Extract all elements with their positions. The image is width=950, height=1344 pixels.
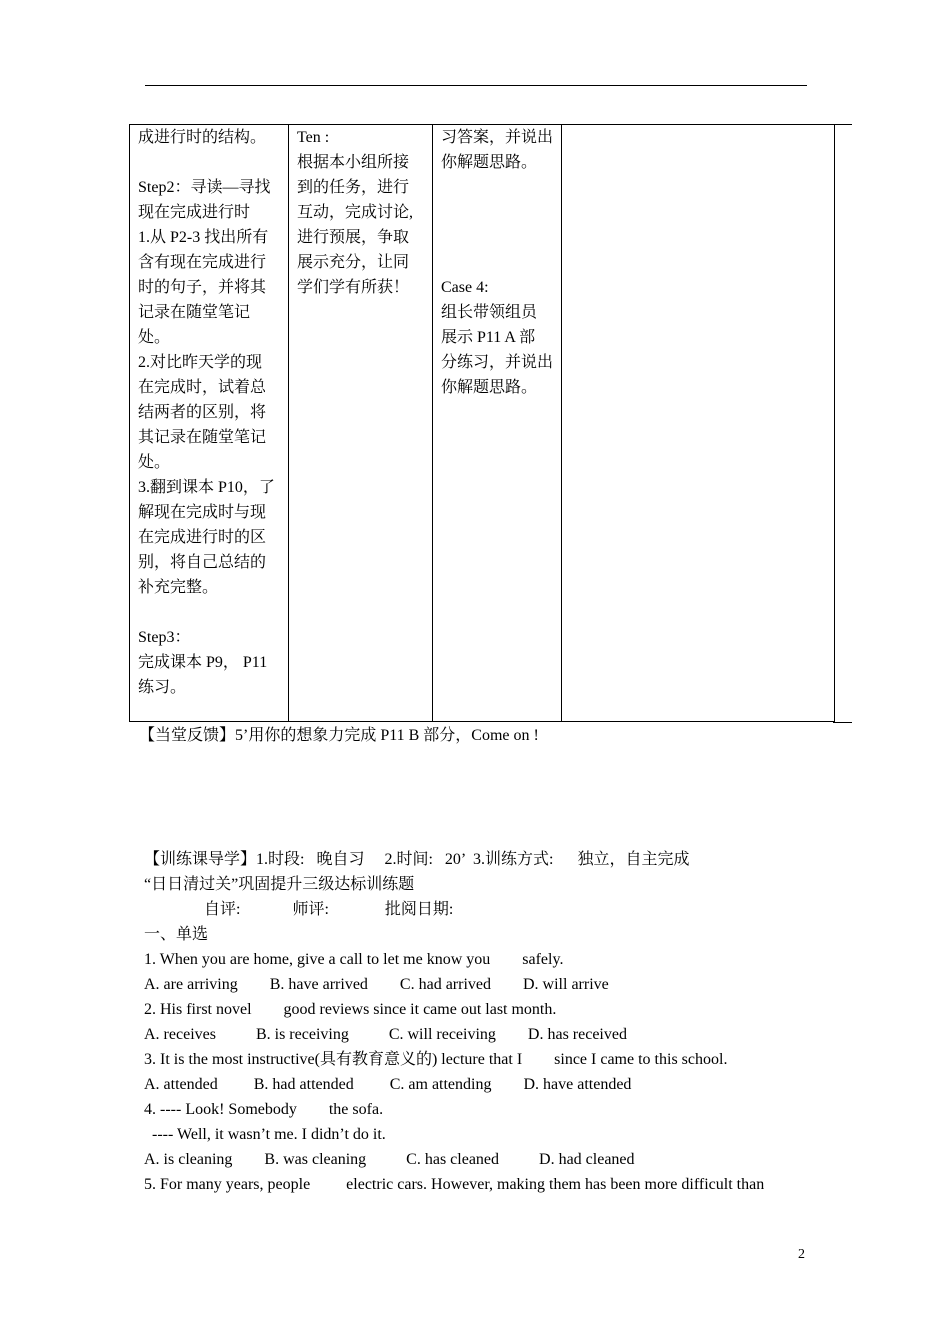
cases-column — [441, 125, 553, 400]
cell-text-line: 根据本小组所接 — [297, 154, 410, 171]
training-line: “日日清过关”巩固提升三级达标训练题 — [144, 876, 415, 893]
cell-text-line: 你解题思路。 — [441, 379, 538, 396]
training-line: 4. ---- Look! Somebody the sofa. — [144, 1101, 384, 1118]
cell-text-line: 展示 P11 A 部 — [441, 329, 536, 346]
cell-text-line: 补充完整。 — [138, 579, 219, 596]
cell-text-line: Ten : — [297, 129, 330, 146]
cell-text-line: Step3： — [138, 629, 191, 646]
cell-text-line: 处。 — [138, 329, 171, 346]
training-line: A. is cleaning B. was cleaning C. has cleaned D. had cleaned — [144, 1151, 635, 1168]
cell-text-line: 含有现在完成进行 — [138, 254, 267, 271]
training-line: 3. It is the most instructive(具有教育意义的) lecture that I since I came to this school. — [144, 1051, 728, 1068]
cell-text-line — [441, 250, 553, 275]
cell-text-line: Step2：寻读—寻找 — [138, 179, 271, 196]
table-cell-group — [289, 125, 433, 722]
cell-text-line: 结两者的区别，将 — [138, 404, 267, 421]
header-rule — [145, 85, 807, 86]
lesson-table — [129, 124, 835, 722]
cell-text-line: 在完成时，试着总 — [138, 379, 267, 396]
cell-text-line: 完成课本 P9， P11 — [138, 654, 268, 671]
training-line: 【训练课导学】1.时段: 晚自习 2.时间: 20’ 3.训练方式: 独立，自主完成 — [144, 851, 690, 868]
cell-text-line: 现在完成进行时 — [138, 204, 251, 221]
cell-text-line: 你解题思路。 — [441, 154, 538, 171]
cell-text-line — [441, 175, 553, 200]
cell-text-line: 成进行时的结构。 — [138, 129, 267, 146]
page-number: 2 — [798, 1247, 805, 1262]
cell-text-line: 分练习，并说出 — [441, 354, 554, 371]
training-line: A. are arriving B. have arrived C. had arrived D. will arrive — [144, 976, 609, 993]
cell-text-line: 解现在完成时与现 — [138, 504, 267, 521]
table-cell-cases — [433, 125, 562, 722]
table-cell-steps — [130, 125, 289, 722]
cell-text-line: 时的句子，并将其 — [138, 279, 267, 296]
table-edge-top — [833, 124, 852, 125]
cell-text-line: 习答案，并说出 — [441, 129, 554, 146]
table-edge-bottom — [833, 722, 852, 723]
steps-column — [138, 125, 280, 700]
training-section — [144, 847, 824, 1197]
cell-text-line: Case 4: — [441, 279, 489, 296]
training-line: 5. For many years, people electric cars. However, making them has been more difficult than — [144, 1176, 765, 1193]
cell-text-line: 到的任务，进行 — [297, 179, 410, 196]
training-line: A. attended B. had attended C. am attending D. have attended — [144, 1076, 632, 1093]
cell-text-line: 记录在随堂笔记 — [138, 304, 251, 321]
cell-text-line: 3.翻到课本 P10，了 — [138, 479, 275, 496]
cell-text-line: 处。 — [138, 454, 171, 471]
training-line: A. receives B. is receiving C. will receiving D. has received — [144, 1026, 627, 1043]
training-line: 自评: 师评: 批阅日期: — [144, 901, 454, 918]
cell-text-line: 进行预展，争取 — [297, 229, 410, 246]
cell-text-line: 练习。 — [138, 679, 187, 696]
cell-text-line: 互动，完成讨论, — [297, 204, 414, 221]
training-line: 1. When you are home, give a call to let me know you safely. — [144, 951, 564, 968]
cell-text-line — [441, 225, 553, 250]
table-cell-blank — [562, 125, 835, 722]
cell-text-line: 学们学有所获！ — [297, 279, 410, 296]
cell-text-line: 1.从 P2-3 找出所有 — [138, 229, 269, 246]
feedback-line: 【当堂反馈】5’用你的想象力完成 P11 B 部分，Come on ! — [139, 727, 539, 744]
cell-text-line: 在完成进行时的区 — [138, 529, 267, 546]
cell-text-line — [138, 150, 280, 175]
group-column — [297, 125, 424, 300]
cell-text-line — [138, 600, 280, 625]
training-line: ---- Well, it wasn’t me. I didn’t do it. — [144, 1126, 386, 1143]
training-line: 一、单选 — [144, 926, 209, 943]
cell-text-line: 其记录在随堂笔记 — [138, 429, 267, 446]
cell-text-line: 展示充分，让同 — [297, 254, 410, 271]
training-line: 2. His first novel good reviews since it came out last month. — [144, 1001, 557, 1018]
cell-text-line: 2.对比昨天学的现 — [138, 354, 263, 371]
cell-text-line: 组长带领组员 — [441, 304, 538, 321]
cell-text-line — [441, 200, 553, 225]
cell-text-line: 别，将自己总结的 — [138, 554, 267, 571]
